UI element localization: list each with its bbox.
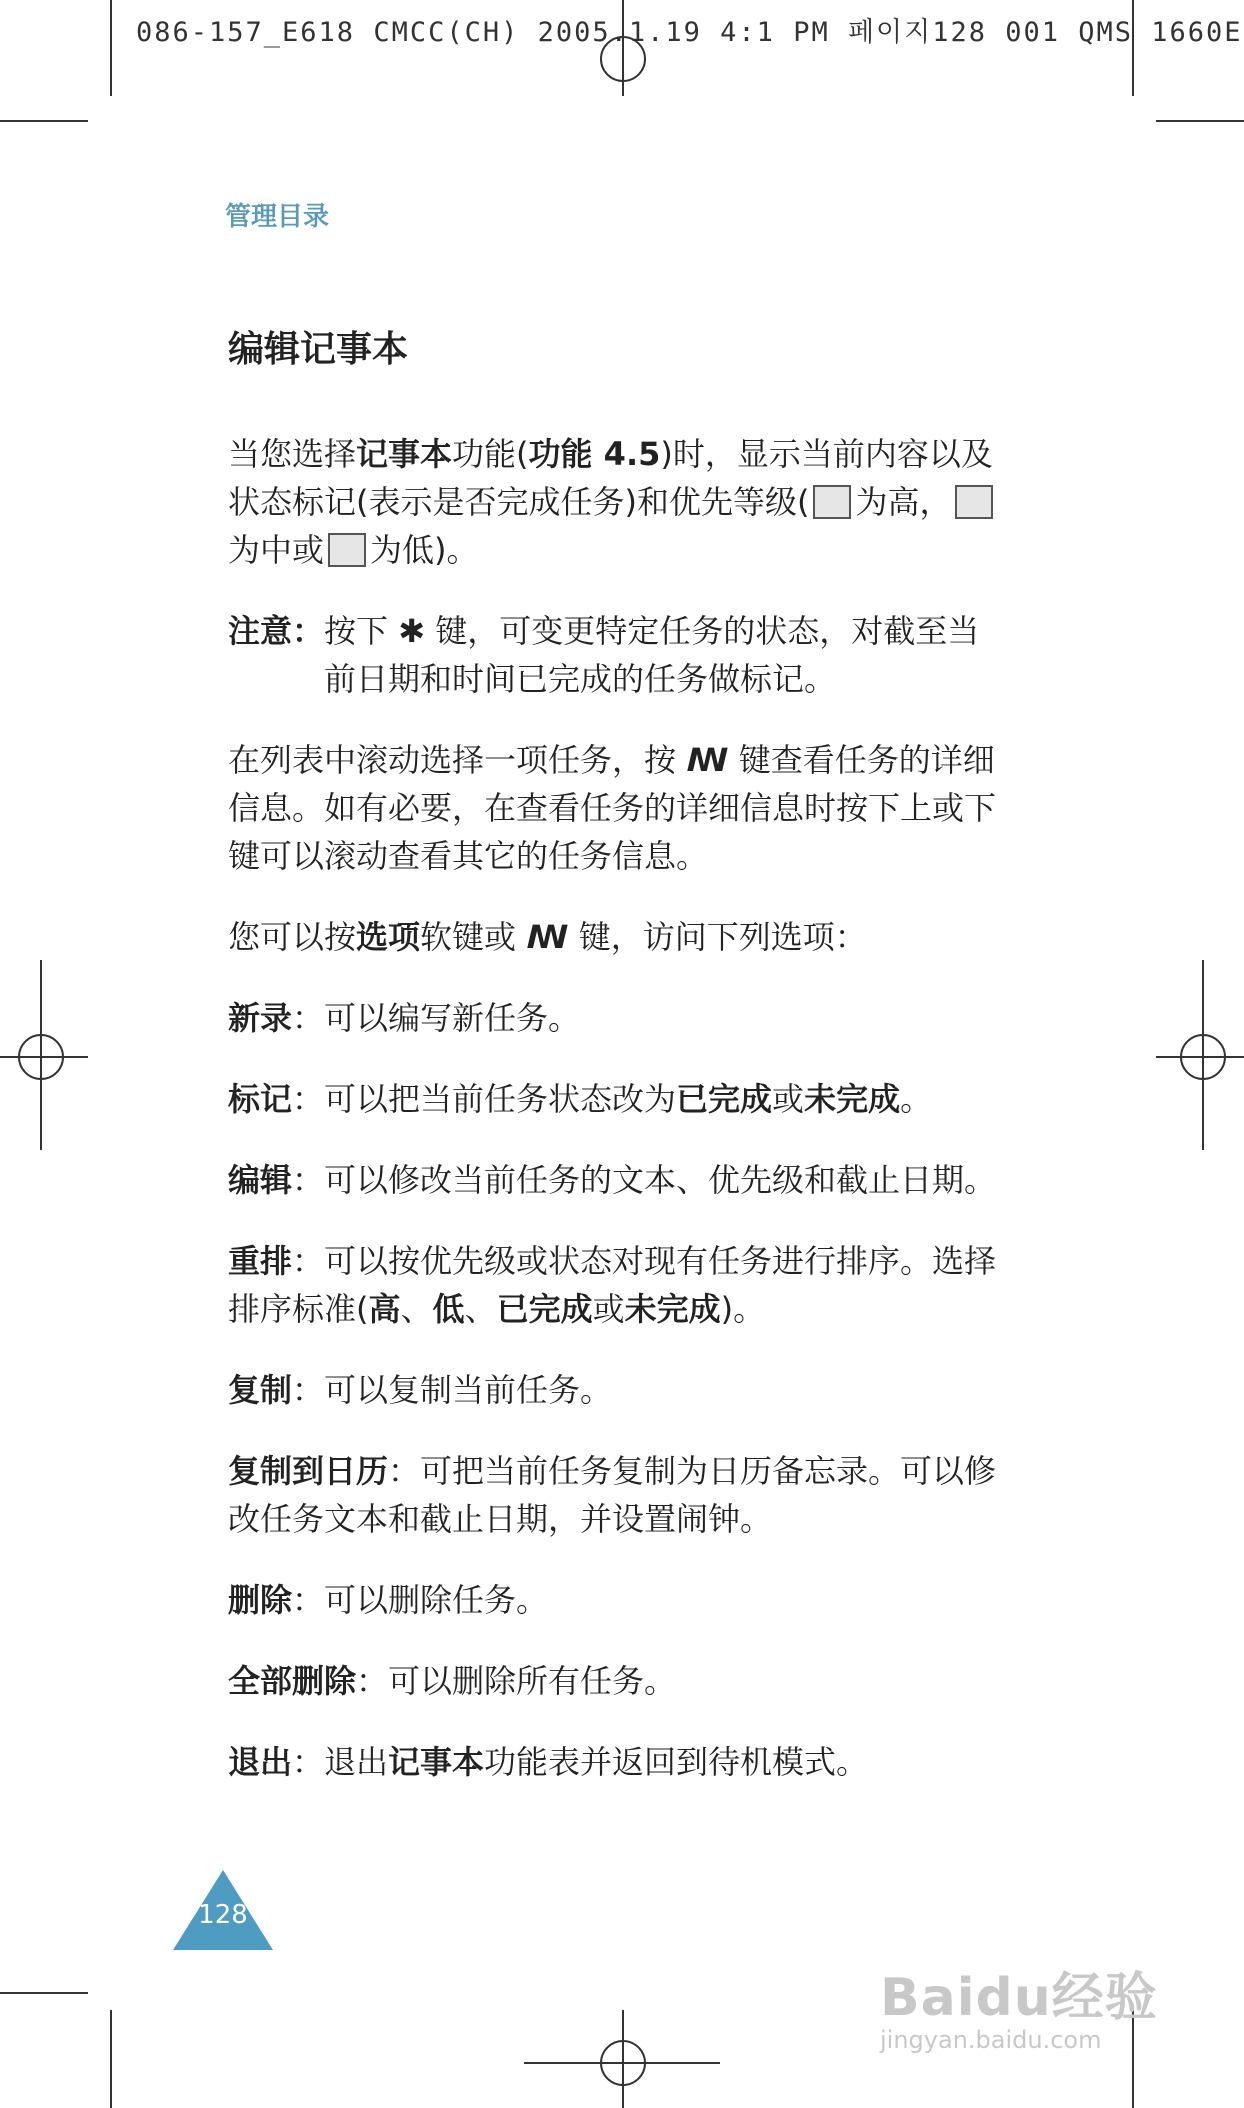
watermark (880, 1955, 1180, 2054)
ok-key-icon: ꟿ (686, 741, 729, 779)
option-new: 新录：可以编写新任务。 (228, 999, 581, 1037)
page-title: 编辑记事本 (228, 329, 409, 370)
watermark-brand: Baidu经验 (880, 1968, 1158, 2028)
option-edit: 编辑：可以修改当前任务的文本、优先级和截止日期。 (228, 1161, 997, 1199)
option-exit: 退出：退出记事本功能表并返回到待机模式。 (228, 1743, 869, 1781)
note-body: 按下 ✱ 键，可变更特定任务的状态，对截至当前日期和时间已完成的任务做标记。 (324, 612, 980, 698)
star-key-icon: ✱ (398, 612, 426, 650)
watermark-url: jingyan.baidu.com (880, 2026, 1102, 2054)
registration-target (1180, 1034, 1226, 1080)
scroll-paragraph: 在列表中滚动选择一项任务，按 ꟿ 键查看任务的详细信息。如有必要，在查看任务的详细信息时按下上或下键可以滚动查看其它的任务信息。 (228, 741, 997, 875)
option-copy-to-calendar: 复制到日历：可把当前任务复制为日历备忘录。可以修改任务文本和截止日期，并设置闹钟。 (228, 1452, 997, 1538)
priority-low-icon (328, 533, 366, 567)
section-label: 管理目录 (225, 202, 330, 232)
priority-medium-icon (955, 485, 993, 519)
crop-mark (0, 120, 88, 122)
priority-high-icon (813, 485, 851, 519)
crop-mark (110, 2010, 112, 2108)
crop-mark (110, 0, 112, 96)
note-label: 注意： (228, 612, 325, 650)
ok-key-icon: ꟿ (526, 918, 569, 956)
intro-paragraph: 当您选择记事本功能(功能 4.5)时，显示当前内容以及状态标记(表示是否完成任务)和优先等级( 为高，为中或 为低)。 (228, 435, 993, 569)
option-delete-all: 全部删除：可以删除所有任务。 (228, 1662, 677, 1700)
options-intro: 您可以按选项软键或 ꟿ 键，访问下列选项： (228, 918, 867, 956)
page-number: 128 (198, 1900, 248, 1930)
option-copy: 复制：可以复制当前任务。 (228, 1371, 613, 1409)
option-delete: 删除：可以删除任务。 (228, 1581, 549, 1619)
registration-target (600, 2040, 646, 2086)
option-sort: 重排：可以按优先级或状态对现有任务进行排序。选择排序标准(高、低、已完成或未完成)。 (228, 1242, 997, 1328)
note-block (228, 607, 1008, 703)
crop-mark (0, 1992, 88, 1994)
print-header: 086-157_E618 CMCC(CH) 2005.1.19 4:1 PM 페이지128 001 QMS 1660E (136, 17, 1243, 48)
option-mark: 标记：可以把当前任务状态改为已完成或未完成。 (228, 1080, 933, 1118)
main-content (228, 330, 1008, 1819)
registration-target (18, 1034, 64, 1080)
crop-mark (1156, 120, 1244, 122)
